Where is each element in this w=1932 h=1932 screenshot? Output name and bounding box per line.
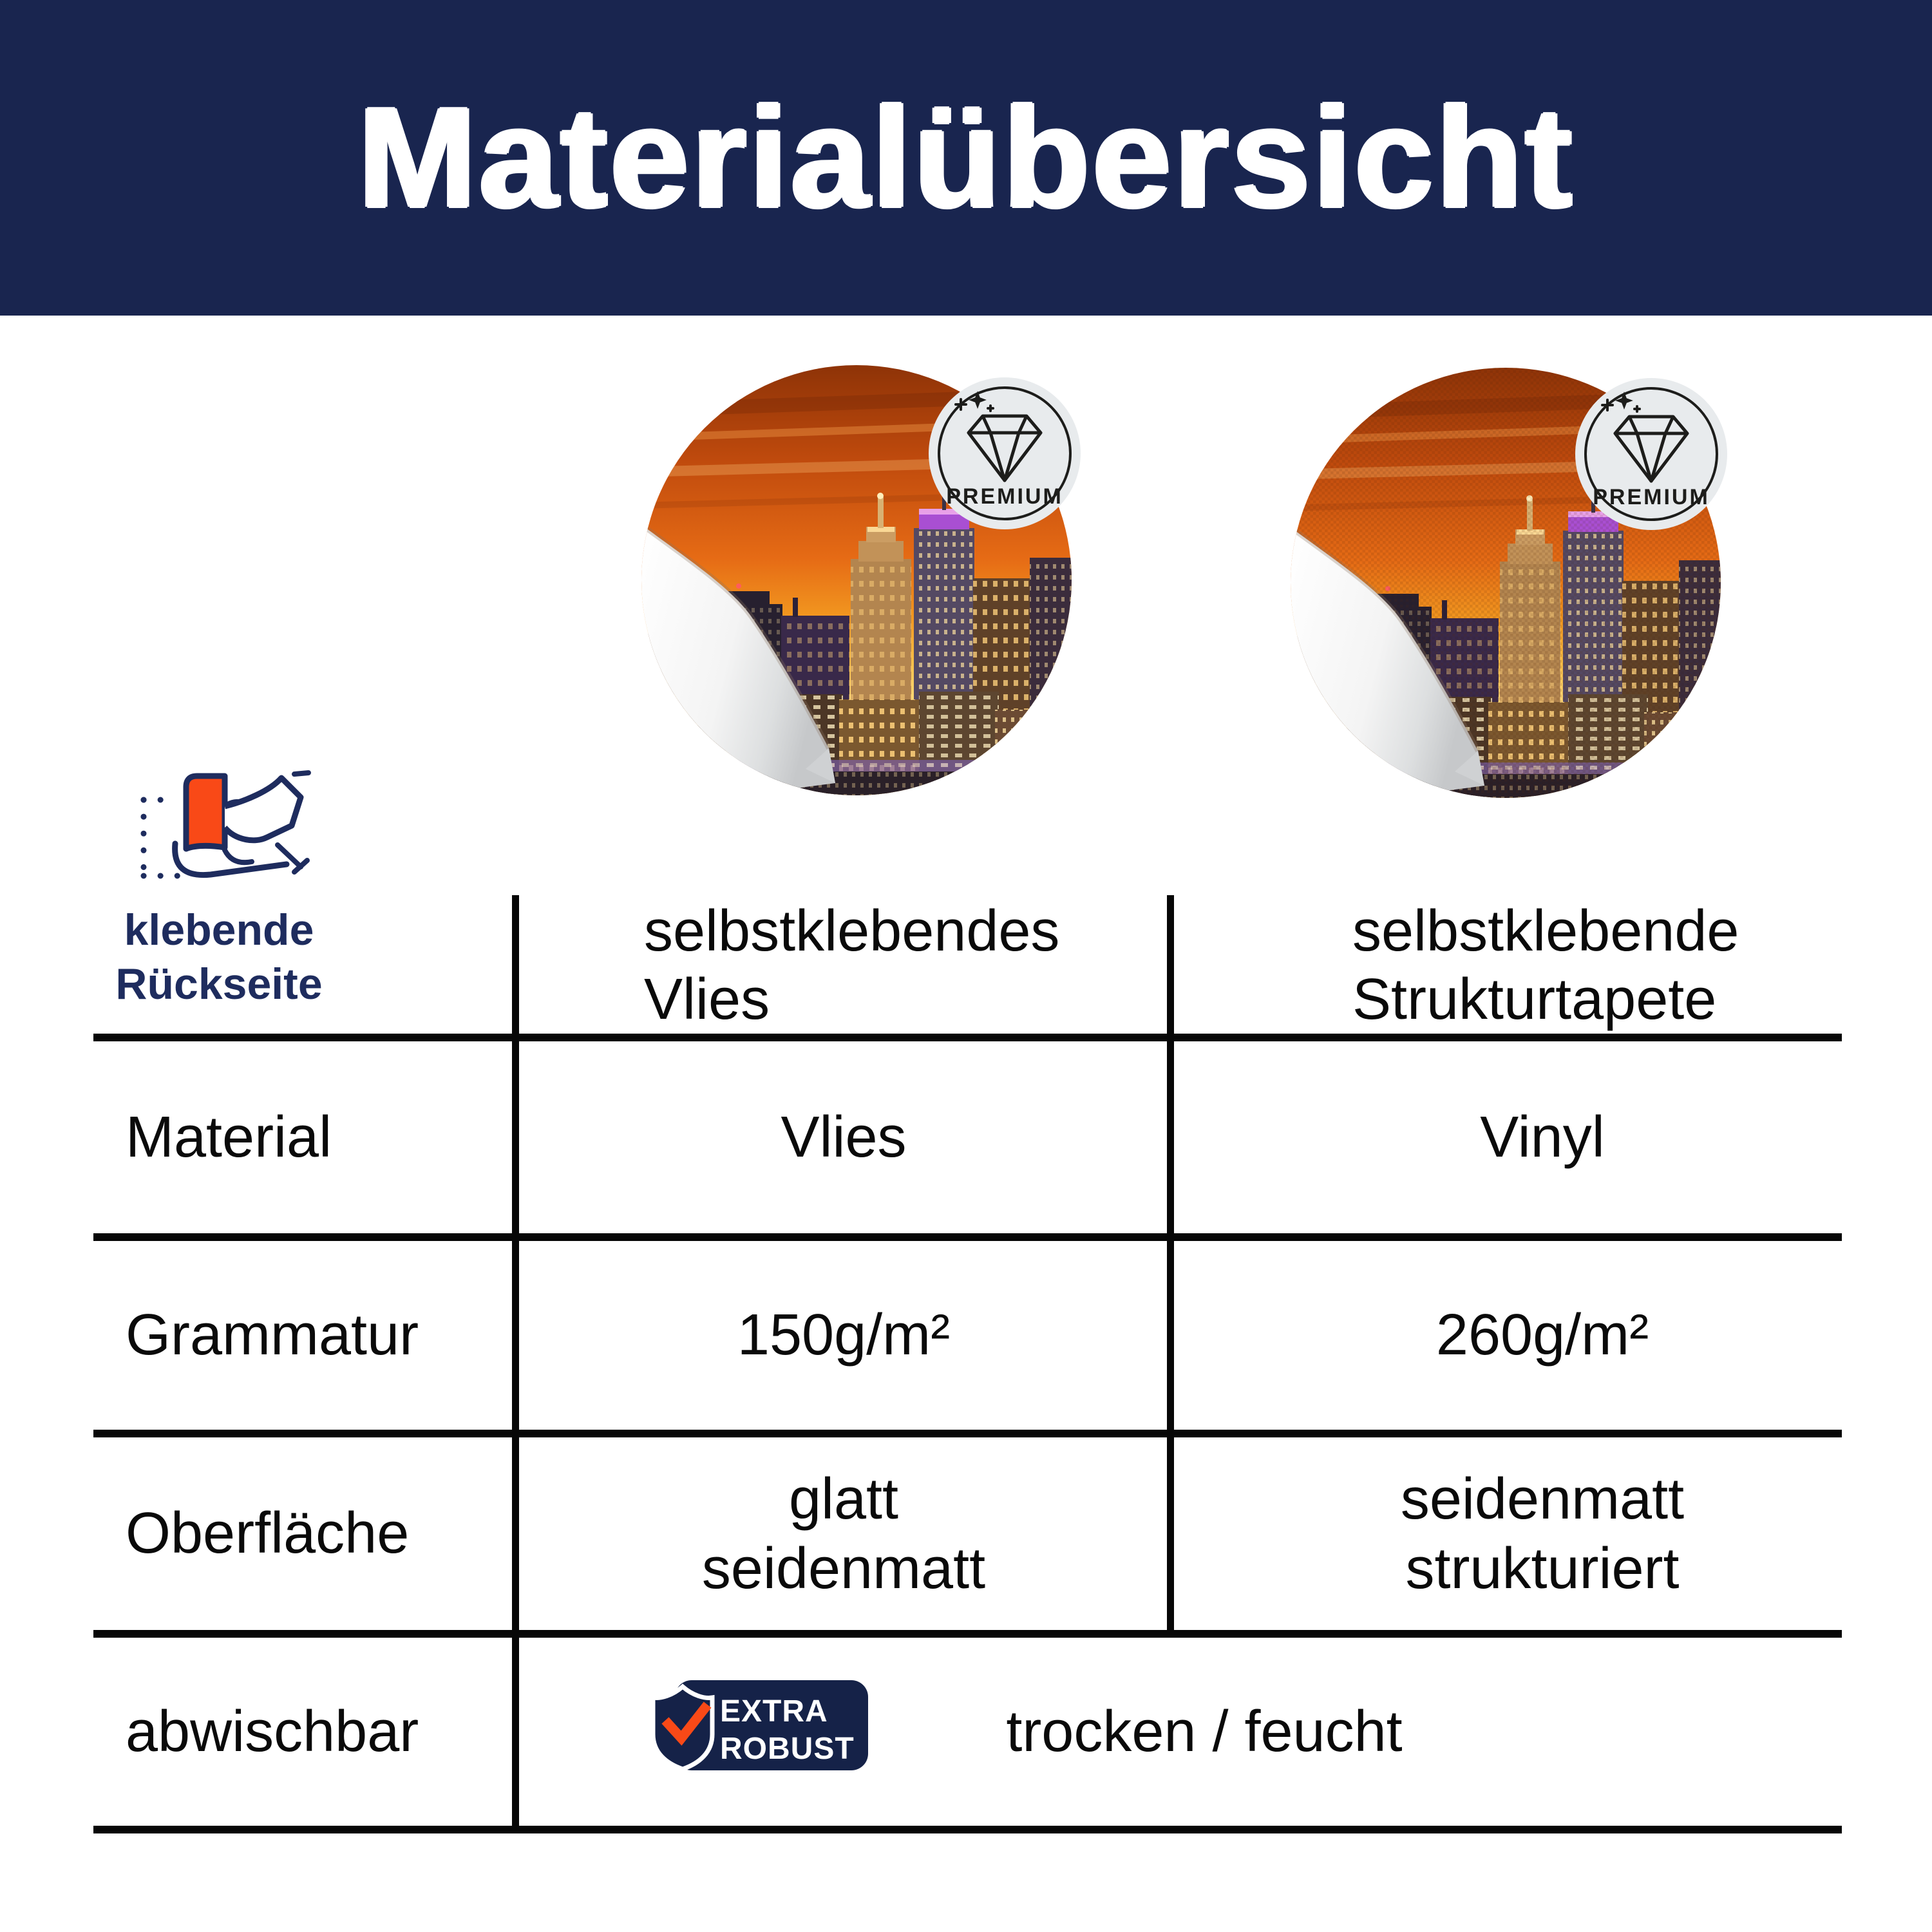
oberflaeche-value-col3 xyxy=(1179,1437,1906,1630)
column-header-strukturtapete-line1: selbstklebende xyxy=(1352,898,1739,963)
table-bottom-border xyxy=(93,1826,1842,1833)
row-label-oberflaeche: Oberfläche xyxy=(126,1501,410,1566)
adhesive-backing-label-line1: klebende xyxy=(124,905,314,954)
header-bar xyxy=(0,0,1932,316)
shield-check-icon xyxy=(653,1687,712,1769)
column-divider-2 xyxy=(1167,895,1174,1638)
row-label-abwischbar: abwischbar xyxy=(126,1699,419,1764)
extra-robust-badge xyxy=(644,1675,876,1778)
grammatur-value-col2: 150g/m² xyxy=(737,1303,951,1367)
row-divider-1 xyxy=(93,1034,1842,1041)
oberflaeche-value-col2 xyxy=(522,1437,1166,1630)
premium-label: PREMIUM xyxy=(946,484,1063,509)
column-header-strukturtapete xyxy=(1352,896,1739,1034)
adhesive-backing-icon xyxy=(132,768,325,900)
extra-robust-line1: EXTRA xyxy=(720,1694,828,1728)
column-divider-1 xyxy=(512,895,519,1833)
extra-robust-line2: ROBUST xyxy=(720,1732,855,1766)
premium-badge xyxy=(927,376,1082,531)
row-label-grammatur: Grammatur xyxy=(126,1303,419,1367)
adhesive-backing-label-line2: Rückseite xyxy=(115,960,323,1009)
oberflaeche-col3-line1: seidenmatt xyxy=(1400,1466,1685,1531)
row-label-material: Material xyxy=(126,1104,332,1170)
grammatur-value-col3: 260g/m² xyxy=(1435,1303,1649,1367)
oberflaeche-col2-line1: glatt xyxy=(788,1466,899,1531)
row-divider-3 xyxy=(93,1430,1842,1437)
abwischbar-value: trocken / feucht xyxy=(1006,1699,1403,1764)
row-divider-4 xyxy=(93,1630,1842,1638)
column-header-vlies-line2: Vlies xyxy=(644,967,770,1032)
oberflaeche-col2-line2: seidenmatt xyxy=(701,1536,986,1601)
adhesive-backing-label xyxy=(80,903,358,1011)
row-divider-2 xyxy=(93,1233,1842,1241)
column-header-vlies-line1: selbstklebendes xyxy=(644,898,1060,963)
premium-label: PREMIUM xyxy=(1593,485,1710,509)
material-value-col3: Vinyl xyxy=(1480,1104,1605,1170)
column-header-strukturtapete-line2: Strukturtapete xyxy=(1352,967,1717,1032)
column-header-vlies xyxy=(644,896,1059,1034)
oberflaeche-col3-line2: strukturiert xyxy=(1405,1536,1680,1601)
page-title: Materialübersicht xyxy=(357,77,1575,238)
material-value-col2: Vlies xyxy=(781,1104,907,1170)
premium-badge xyxy=(1574,377,1728,531)
